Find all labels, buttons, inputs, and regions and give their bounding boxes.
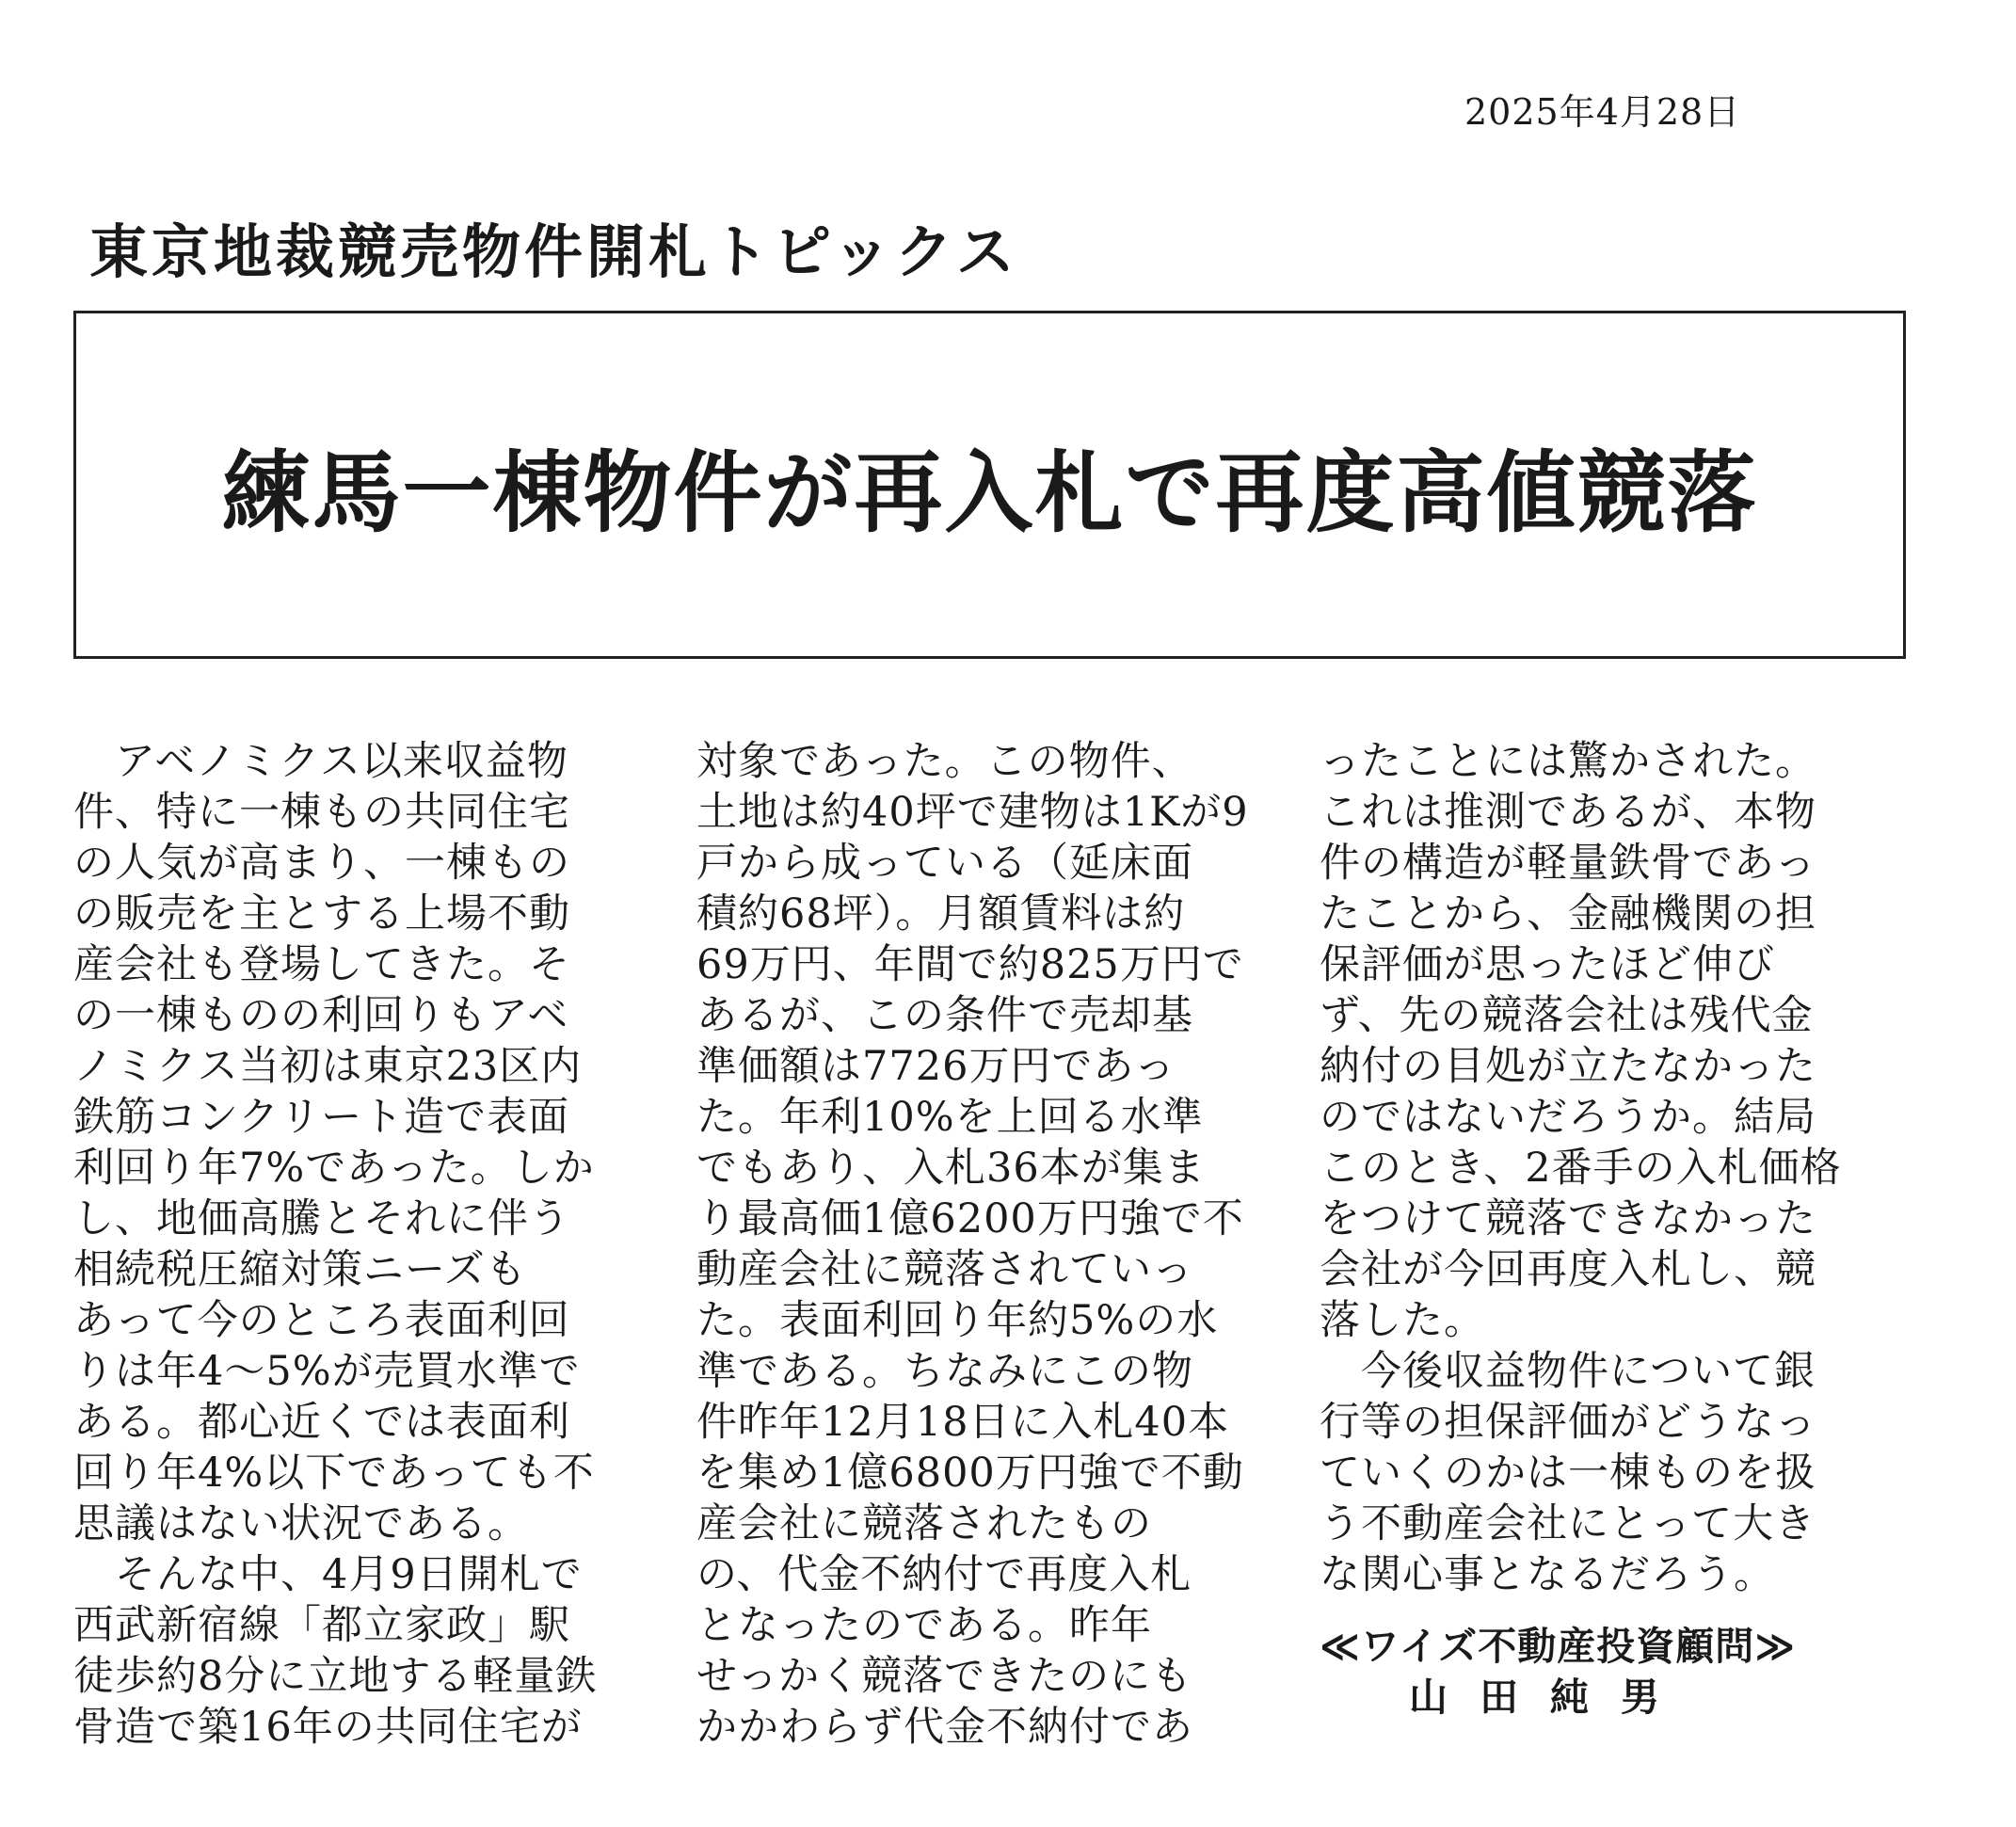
body-text-line: 戸から成っている（延床面 bbox=[696, 840, 1193, 887]
body-text-line: 鉄筋コンクリート造で表面 bbox=[73, 1094, 570, 1141]
body-text-line: 保評価が思ったほど伸び bbox=[1320, 941, 1775, 988]
body-text-line: 徒歩約8分に立地する軽量鉄 bbox=[73, 1653, 598, 1700]
body-text-line: 骨造で築16年の共同住宅が bbox=[73, 1704, 583, 1751]
body-text-line: な関心事となるだろう。 bbox=[1320, 1551, 1775, 1598]
body-text-line: かかわらず代金不納付であ bbox=[696, 1704, 1193, 1751]
body-text-line: アベノミクス以来収益物 bbox=[73, 738, 568, 785]
byline-author: 山田純男 bbox=[1409, 1675, 1691, 1720]
body-text-line: 西武新宿線「都立家政」駅 bbox=[73, 1602, 570, 1649]
body-text-line: 落した。 bbox=[1320, 1297, 1485, 1344]
body-text-line: 利回り年7%であった。しか bbox=[73, 1145, 595, 1192]
body-text-line: 準価額は7726万円であっ bbox=[696, 1043, 1176, 1090]
body-text-line: 件の構造が軽量鉄骨であっ bbox=[1320, 840, 1816, 887]
body-text-line: 回り年4%以下であっても不 bbox=[73, 1450, 595, 1497]
byline-organization: ≪ワイズ不動産投資顧問≫ bbox=[1320, 1624, 1797, 1669]
body-text-line: の、代金不納付で再度入札 bbox=[696, 1551, 1192, 1598]
body-text-line: の一棟ものの利回りもアベ bbox=[73, 992, 569, 1039]
body-text-line: そんな中、4月9日開札で bbox=[73, 1551, 583, 1598]
article-column-3 bbox=[1320, 736, 1889, 1723]
headline: 練馬一棟物件が再入札で再度高値競落 bbox=[221, 441, 1758, 545]
body-text-line: 動産会社に競落されていっ bbox=[696, 1246, 1193, 1293]
body-text-line: あって今のところ表面利回 bbox=[73, 1297, 570, 1344]
body-text-line: あるが、この条件で売却基 bbox=[696, 992, 1193, 1039]
body-text-line: う不動産会社にとって大き bbox=[1320, 1500, 1816, 1547]
body-text-line: ず、先の競落会社は残代金 bbox=[1320, 992, 1814, 1039]
body-text-line: となったのである。昨年 bbox=[696, 1602, 1152, 1649]
body-text-line: でもあり、入札36本が集ま bbox=[696, 1145, 1206, 1192]
body-text-line: た。表面利回り年約5%の水 bbox=[696, 1297, 1219, 1344]
body-text-line: 土地は約40坪で建物は1Kが9 bbox=[696, 789, 1249, 836]
body-text-line: り最高価1億6200万円強で不 bbox=[696, 1195, 1244, 1242]
body-text-line: 産会社に競落されたもの bbox=[696, 1500, 1152, 1547]
body-text-line: 会社が今回再度入札し、競 bbox=[1320, 1246, 1816, 1293]
article-column-1 bbox=[73, 736, 643, 1753]
body-text-line: の人気が高まり、一棟もの bbox=[73, 840, 570, 887]
body-text-line: のではないだろうか。結局 bbox=[1320, 1094, 1816, 1141]
body-text-line: た。年利10%を上回る水準 bbox=[696, 1094, 1204, 1141]
body-text-line: 対象であった。この物件、 bbox=[696, 738, 1193, 785]
article-date: 2025年4月28日 bbox=[1464, 91, 1741, 133]
body-text-line: し、地価高騰とそれに伴う bbox=[73, 1195, 570, 1242]
body-text-line: を集め1億6800万円強で不動 bbox=[696, 1450, 1244, 1497]
body-text-line: ノミクス当初は東京23区内 bbox=[73, 1043, 583, 1090]
body-text-line: 行等の担保評価がどうなっ bbox=[1320, 1399, 1816, 1446]
body-text-line: 産会社も登場してきた。そ bbox=[73, 941, 570, 988]
body-text-line: これは推測であるが、本物 bbox=[1320, 789, 1816, 836]
body-text-line: 準である。ちなみにこの物 bbox=[696, 1348, 1193, 1395]
article-column-2 bbox=[696, 736, 1266, 1753]
body-text-line: りは年4～5%が売買水準で bbox=[73, 1348, 581, 1395]
body-text-line: をつけて競落できなかった bbox=[1320, 1195, 1816, 1242]
body-text-line: 件、特に一棟もの共同住宅 bbox=[73, 789, 570, 836]
body-text-line: 69万円、年間で約825万円で bbox=[696, 941, 1244, 988]
body-text-line: ある。都心近くでは表面利 bbox=[73, 1399, 570, 1446]
body-text-line: たことから、金融機関の担 bbox=[1320, 890, 1816, 938]
body-text-line: 件昨年12月18日に入札40本 bbox=[696, 1399, 1230, 1446]
headline-box bbox=[73, 311, 1906, 659]
body-text-line: 積約68坪）。月額賃料は約 bbox=[696, 890, 1186, 938]
body-text-line: このとき、2番手の入札価格 bbox=[1320, 1145, 1842, 1192]
body-text-line: せっかく競落できたのにも bbox=[696, 1653, 1193, 1700]
body-text-line: ていくのかは一棟ものを扱 bbox=[1320, 1450, 1816, 1497]
body-text-line: の販売を主とする上場不動 bbox=[73, 890, 570, 938]
body-text-line: 思議はない状況である。 bbox=[73, 1500, 529, 1547]
body-text-line: 今後収益物件について銀 bbox=[1320, 1348, 1816, 1395]
body-text-line: ったことには驚かされた。 bbox=[1320, 738, 1816, 785]
section-title: 東京地裁競売物件開札トピックス bbox=[89, 217, 1018, 286]
body-text-line: 納付の目処が立たなかった bbox=[1320, 1043, 1816, 1090]
body-text-line: 相続税圧縮対策ニーズも bbox=[73, 1246, 527, 1293]
